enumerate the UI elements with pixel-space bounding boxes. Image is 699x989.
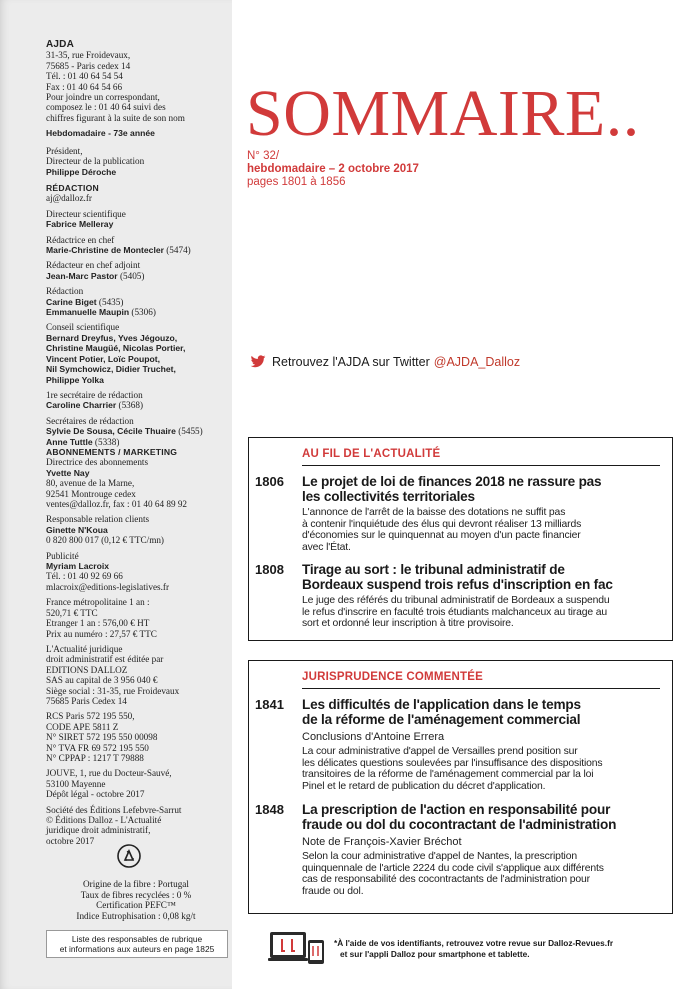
section-title: AU FIL DE L'ACTUALITÉ (302, 448, 660, 466)
person-name: Emmanuelle Maupin (46, 307, 130, 318)
section-jurisprudence (248, 660, 673, 914)
role-label: Directrice des abonnements (46, 457, 149, 468)
editor-line: Siège social : 31-35, rue Froidevaux (46, 685, 180, 696)
extension: (5435) (96, 296, 124, 307)
brand-name: AJDA (46, 39, 75, 50)
copyright-line: Société des Éditions Lefebvre-Sarrut (46, 804, 182, 815)
legal-id-line: RCS Paris 572 195 550, (46, 711, 135, 722)
toc-entry[interactable] (249, 697, 672, 792)
summary-line: sort et ordonné leur inscription à titre provisoire. (302, 618, 514, 629)
title-line: La prescription de l'action en responsabilité pour (302, 802, 611, 817)
page-number: 1806 (255, 474, 284, 489)
fibre-line: Indice Eutrophisation : 0,08 kg/t (76, 910, 196, 921)
address-line: 80, avenue de la Marne, (46, 478, 135, 489)
address-line: 92541 Montrouge cedex (46, 488, 136, 499)
periodicity-block (46, 128, 226, 138)
periodicity: Hebdomadaire - 73e année (46, 128, 155, 138)
page-number: 1841 (255, 697, 284, 712)
copyright-line: octobre 2017 (46, 835, 95, 846)
page-title: SOMMAIRE.. (246, 77, 640, 150)
toc-entry[interactable] (249, 474, 672, 553)
section-heading: ABONNEMENTS / MARKETING (46, 447, 178, 457)
person-name: Jean-Marc Pastor (46, 270, 118, 281)
person-name: Caroline Charrier (46, 400, 117, 411)
person-names: Christine Maugüé, Nicolas Portier, (46, 343, 186, 354)
article-summary (302, 851, 662, 897)
title-line: de la réforme de l'aménagement commercial (302, 712, 581, 727)
role-label: Président, (46, 146, 83, 156)
contact-line: ventes@dalloz.fr, fax : 01 40 64 89 92 (46, 499, 188, 510)
printer-line: JOUVE, 1, rue du Docteur-Sauvé, (46, 768, 172, 779)
person-name: Carine Biget (46, 296, 97, 307)
page-number: 1808 (255, 562, 284, 577)
person-names: Philippe Yolka (46, 374, 104, 385)
person-name: Marie-Christine de Montecler (46, 245, 164, 256)
address-line: composez le : 01 40 64 suivi des (46, 102, 166, 113)
rubrique-info-box (46, 930, 228, 958)
footnote-line: *À l'aide de vos identifiants, retrouvez votre revue sur Dalloz-Revues.fr (334, 938, 614, 948)
recycle-icon (117, 844, 141, 868)
title-line: Les difficultés de l'application dans le temps (302, 697, 581, 712)
title-line: Tirage au sort : le tribunal administratif de (302, 562, 565, 577)
toc-entry[interactable] (249, 562, 672, 630)
issue-number: N° 32/ (247, 150, 280, 162)
email: mlacroix@editions-legislatives.fr (46, 581, 170, 592)
person-name: Anne Tuttle (46, 436, 93, 447)
extension: (5368) (116, 400, 144, 411)
legal-id-line: N° CPPAP : 1217 T 79888 (46, 752, 144, 763)
summary-line: à contenir l'inquiétude des élus qui devront réaliser 13 milliards (302, 518, 582, 530)
summary-line: avec l'État. (302, 541, 351, 553)
fibre-line: Certification PEFC™ (96, 900, 176, 911)
summary-line: Pinel et le retard de publication du décret d'application. (302, 780, 546, 792)
summary-line: d'économies sur le quinquennat au moyen d'un pacte financier (302, 530, 581, 541)
person-names: Bernard Dreyfus, Yves Jégouzo, (46, 332, 178, 343)
summary-line: La cour administrative d'appel de Versailles prend position sur (302, 746, 578, 757)
footnote (334, 938, 613, 960)
summary-line: transitoires de la réforme de l'aménagement commercial par la loi (302, 769, 594, 780)
page-number: 1848 (255, 802, 284, 817)
address-line: 31-35, rue Froidevaux, (46, 50, 131, 61)
twitter-icon (250, 355, 266, 369)
phone-line: 0 820 800 017 (0,12 € TTC/mn) (46, 535, 164, 546)
extension: (5455) (175, 426, 203, 437)
legal-id-line: CODE APE 5811 Z (46, 721, 119, 732)
role-label: Directeur de la publication (46, 156, 145, 167)
article-title (302, 562, 672, 592)
article-summary (302, 595, 662, 630)
extension: (5306) (129, 307, 156, 318)
summary-line: quinquennale de l'article 2224 du code civil s'applique aux différents (302, 862, 604, 874)
toc-entry[interactable] (249, 802, 672, 897)
copyright-line: juridique droit administratif, (46, 825, 151, 836)
person-name: Fabrice Melleray (46, 219, 114, 230)
rubrique-line: Liste des responsables de rubrique (71, 934, 203, 944)
extension: (5405) (117, 270, 145, 281)
editor-line: droit administratif est éditée par (46, 654, 164, 665)
section-title: JURISPRUDENCE COMMENTÉE (302, 671, 660, 689)
editor-line: SAS au capital de 3 956 040 € (46, 675, 158, 686)
role-label: 1re secrétaire de rédaction (46, 389, 143, 400)
role-label: Publicité (46, 550, 79, 561)
section-actualite (248, 437, 673, 641)
price-line: Etranger 1 an : 576,00 € HT (46, 618, 150, 629)
legal-id-line: N° SIRET 572 195 550 00098 (46, 732, 158, 743)
price-line: France métropolitaine 1 an : (46, 597, 150, 608)
article-summary (302, 507, 662, 553)
fibre-info (46, 879, 226, 921)
article-author: Conclusions d'Antoine Errera (302, 731, 445, 743)
fax-line: Fax : 01 40 64 54 66 (46, 81, 123, 92)
fibre-line: Origine de la fibre : Portugal (83, 879, 189, 889)
summary-line: le refus d'inscrire en faculté trois étudiants malchanceux au tirage au (302, 606, 607, 618)
editor-line: L'Actualité juridique (46, 643, 123, 654)
role-label: Rédaction (46, 286, 84, 297)
fibre-line: Taux de fibres recyclées : 0 % (80, 889, 192, 900)
legal-id-line: N° TVA FR 69 572 195 550 (46, 742, 149, 753)
extension: (5338) (92, 436, 120, 447)
summary-line: Selon la cour administrative d'appel de Nantes, la prescription (302, 851, 577, 862)
article-title (302, 802, 672, 832)
address-line: Pour joindre un correspondant, (46, 92, 160, 103)
section-heading: RÉDACTION (46, 183, 99, 193)
copyright-line: © Éditions Dalloz - L'Actualité (46, 815, 162, 825)
role-label: Rédactrice en chef (46, 234, 115, 245)
printer-line: 53100 Mayenne (46, 778, 106, 789)
summary-line: L'annonce de l'arrêt de la baisse des dotations ne suffit pas (302, 507, 566, 518)
title-line: Bordeaux suspend trois refus d'inscription en fac (302, 577, 613, 592)
person-name: Ginette N'Koua (46, 524, 108, 535)
editor-line: 75685 Paris Cedex 14 (46, 695, 127, 706)
person-name: Philippe Déroche (46, 166, 117, 177)
summary-line: cas de responsabilité des cocontractants de l'administration pour (302, 874, 590, 885)
role-label: Responsable relation clients (46, 514, 150, 525)
address-line: 75685 - Paris cedex 14 (46, 60, 131, 71)
role-label: Secrétaires de rédaction (46, 415, 134, 426)
role-label: Rédacteur en chef adjoint (46, 260, 141, 271)
role-label: Directeur scientifique (46, 208, 126, 219)
issue-pages: pages 1801 à 1856 (247, 176, 346, 188)
title-line: Le projet de loi de finances 2018 ne rassure pas (302, 474, 602, 489)
email: aj@dalloz.fr (46, 193, 92, 204)
person-name: Sylvie De Sousa, Cécile Thuaire (46, 426, 176, 437)
person-names: Vincent Potier, Loïc Poupot, (46, 353, 160, 364)
redaction-block (46, 183, 226, 447)
president-block (46, 146, 226, 177)
issue-date: hebdomadaire – 2 octobre 2017 (247, 163, 419, 175)
article-title (302, 697, 672, 727)
summary-line: les délicates questions soulevées par l'insuffisance des dispositions (302, 757, 603, 769)
role-label: Conseil scientifique (46, 322, 120, 333)
summary-line: fraude ou dol. (302, 885, 364, 897)
twitter-text: Retrouvez l'AJDA sur Twitter (272, 355, 430, 369)
abonnements-block (46, 447, 226, 846)
article-title (302, 474, 672, 504)
address-line: chiffres figurant à la suite de son nom (46, 112, 185, 123)
masthead-contact (46, 40, 226, 123)
price-line: Prix au numéro : 27,57 € TTC (46, 628, 157, 639)
title-line: les collectivités territoriales (302, 489, 475, 504)
price-line: 520,71 € TTC (46, 607, 98, 618)
twitter-handle[interactable]: @AJDA_Dalloz (433, 355, 521, 369)
rubrique-line: et informations aux auteurs en page 1825 (59, 944, 215, 954)
devices-icon (268, 930, 326, 966)
phone-line: Tél. : 01 40 92 69 66 (46, 571, 123, 582)
extension: (5474) (163, 245, 191, 256)
summary-line: Le juge des référés du tribunal administratif de Bordeaux a suspendu (302, 595, 610, 606)
article-author: Note de François-Xavier Bréchot (302, 836, 462, 848)
person-names: Nil Symchowicz, Didier Truchet, (46, 364, 176, 375)
person-name: Yvette Nay (46, 467, 90, 478)
footnote-line: et sur l'appli Dalloz pour smartphone et tablette. (340, 949, 530, 959)
editor-line: EDITIONS DALLOZ (46, 664, 128, 675)
person-name: Myriam Lacroix (46, 561, 110, 572)
phone-line: Tél. : 01 40 64 54 54 (46, 71, 123, 82)
title-line: fraude ou dol du cocontractant de l'administration (302, 817, 617, 832)
printer-line: Dépôt légal - octobre 2017 (46, 789, 145, 800)
twitter-promo (250, 355, 520, 369)
article-summary (302, 746, 662, 792)
